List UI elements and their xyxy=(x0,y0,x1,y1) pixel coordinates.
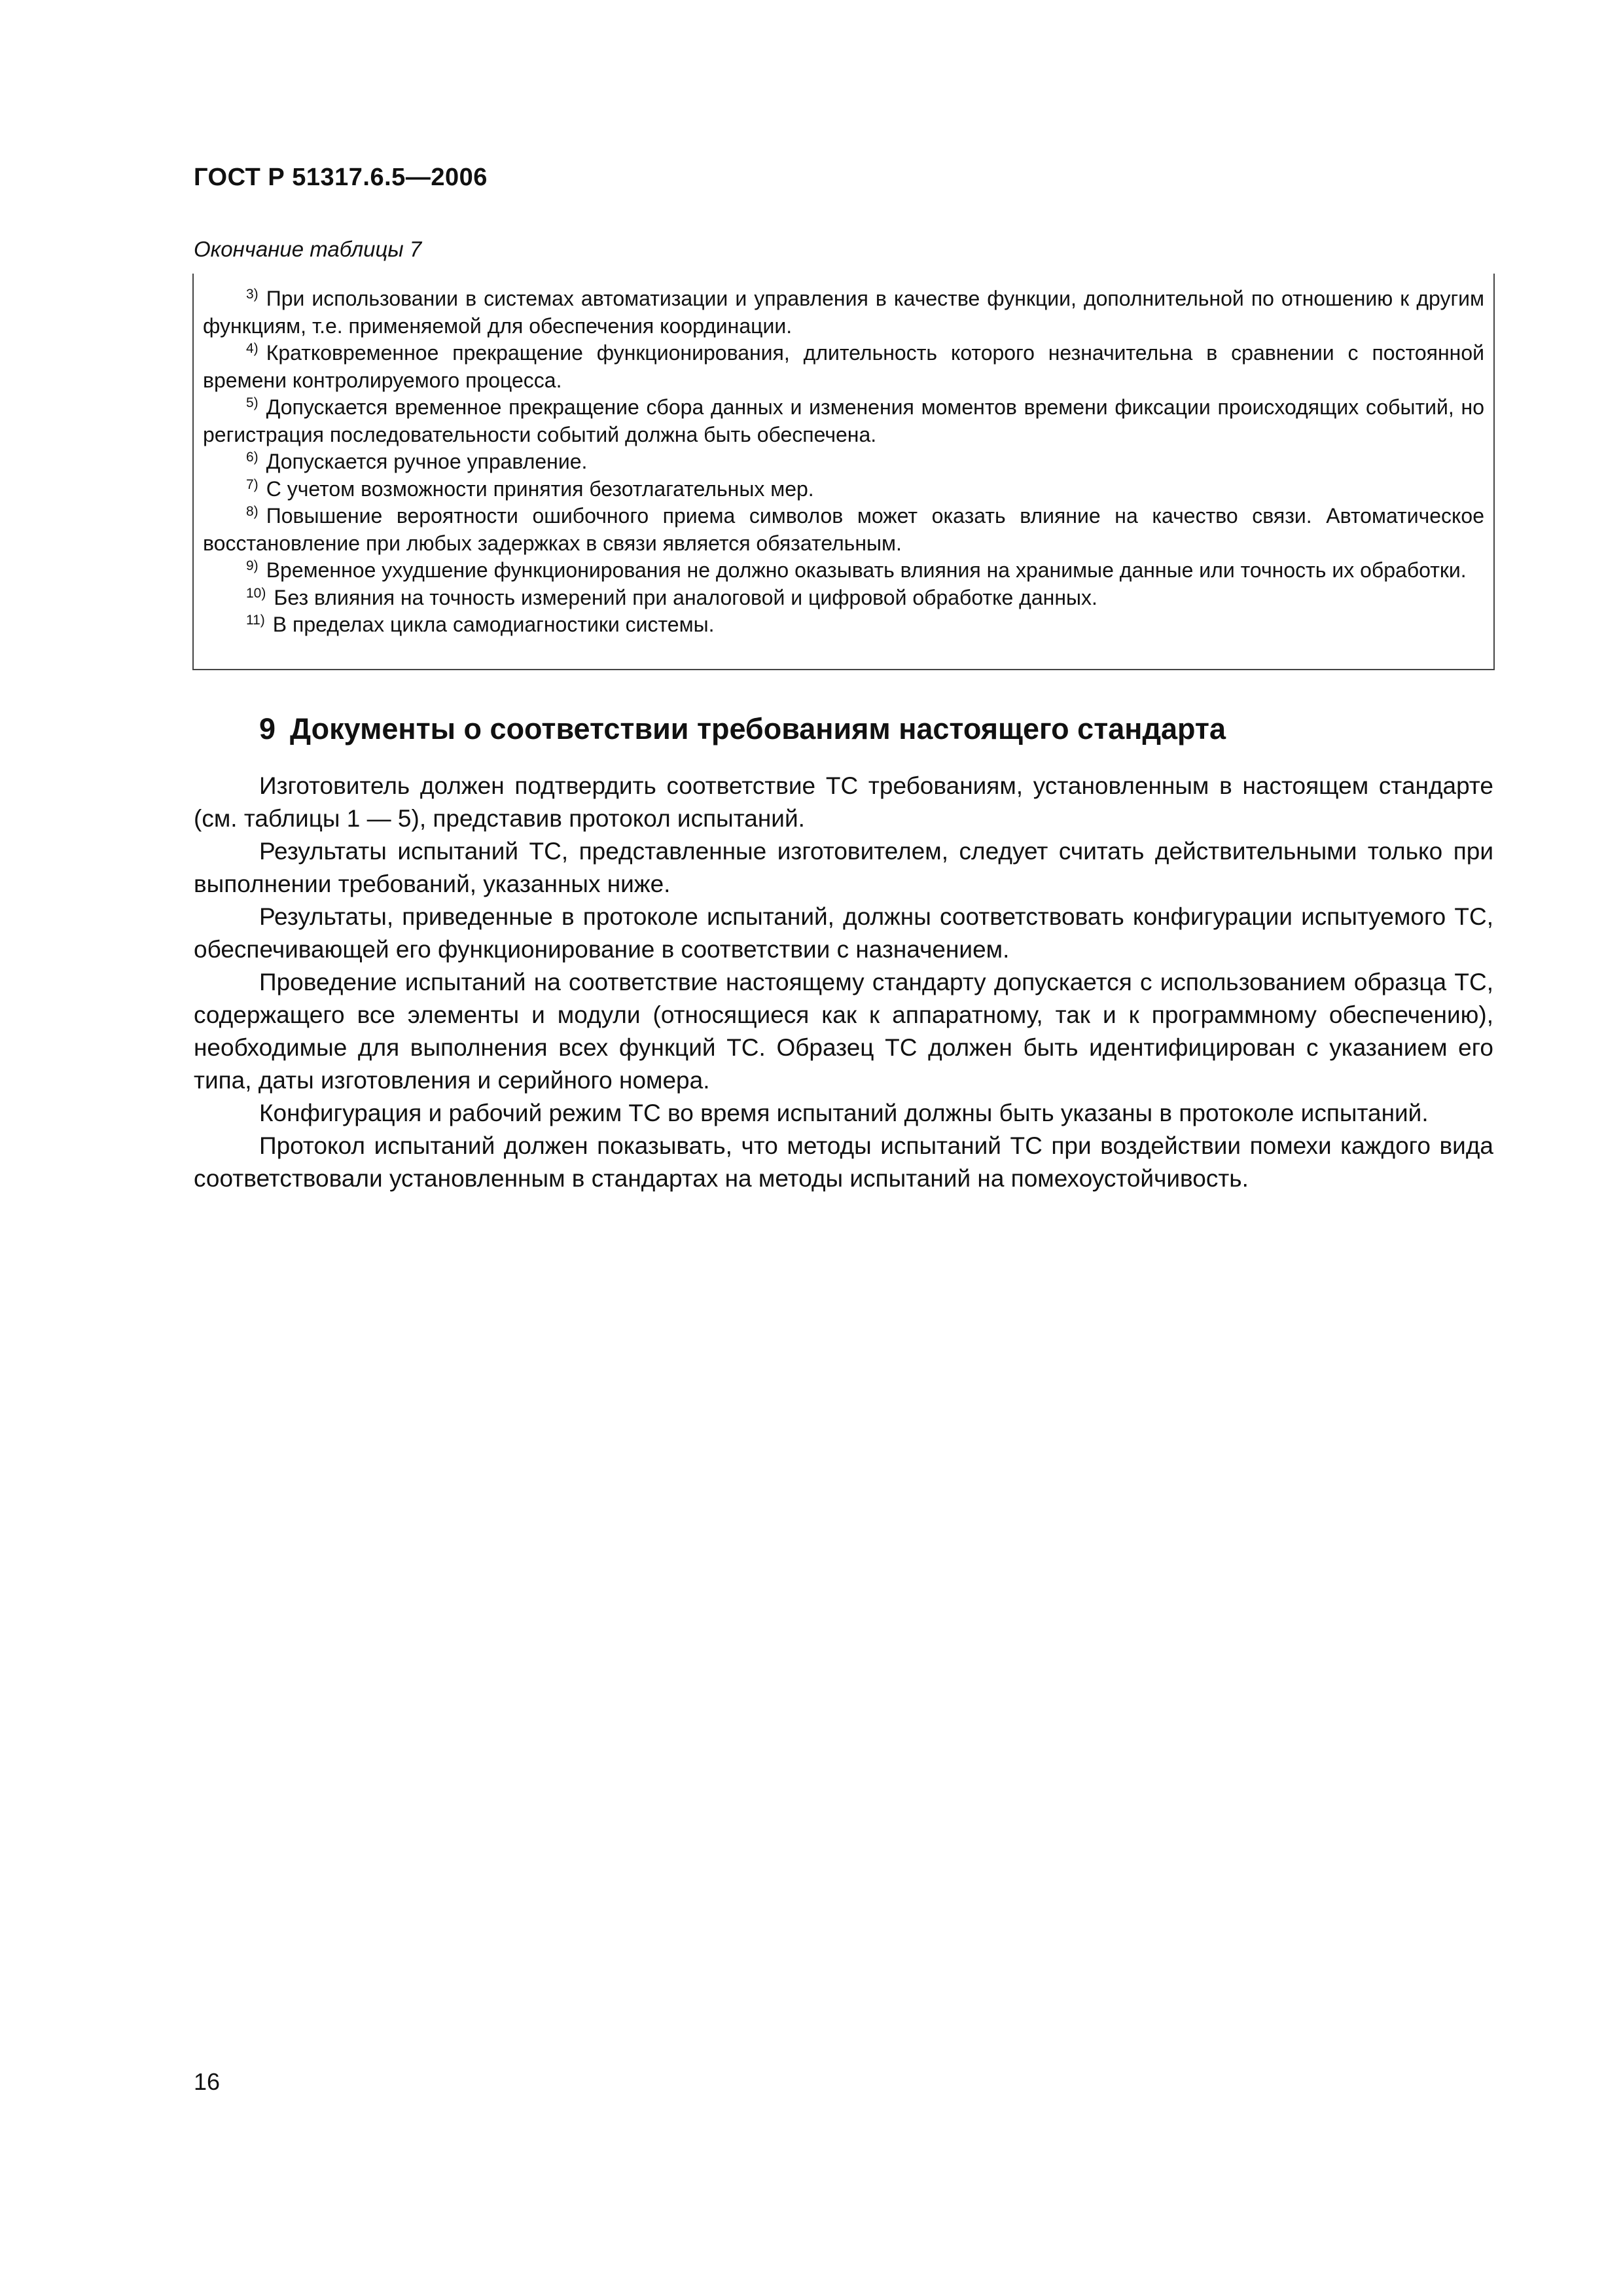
footnote-text: С учетом возможности принятия безотлагательных мер. xyxy=(266,476,814,501)
section-paragraph: Конфигурация и рабочий режим ТС во время испытаний должны быть указаны в протоколе испытаний. xyxy=(259,1100,1429,1126)
page-number: 16 xyxy=(194,2068,221,2095)
footnote-text: В пределах цикла самодиагностики системы. xyxy=(272,613,715,636)
footnote-11 xyxy=(203,611,1484,639)
section-number: 9 xyxy=(259,712,276,745)
footnote-text: Допускается ручное управление. xyxy=(266,450,588,473)
section-title-text: Документы о соответствии требованиям настоящего стандарта xyxy=(290,712,1226,745)
table-footnotes xyxy=(192,274,1495,670)
footnote-text: Допускается временное прекращение сбора данных и изменения моментов времени фиксации происходящих событий, но регистрация последовательности событий должна быть обеспечена. xyxy=(203,395,1484,446)
footnote-marker: 6) xyxy=(246,450,259,465)
footnote-text: При использовании в системах автоматизации и управления в качестве функции, дополнительной по отношению к другим функциям, т.е. применяемой для обеспечения координации. xyxy=(203,287,1484,338)
footnote-marker: 9) xyxy=(246,558,259,573)
section-paragraph: Результаты испытаний ТС, представленные изготовителем, следует считать действительными только при выполнении требований, указанных ниже. xyxy=(194,838,1493,897)
section-paragraph: Изготовитель должен подтвердить соответствие ТС требованиям, установленным в настоящем стандарте (см. таблицы 1 — 5), представив протокол испытаний. xyxy=(194,772,1493,832)
footnote-marker: 5) xyxy=(246,395,259,410)
footnote-marker: 3) xyxy=(246,287,259,302)
section-paragraph: Протокол испытаний должен показывать, что методы испытаний ТС при воздействии помехи каждого вида соответствовали установленным в стандартах на методы испытаний на помехоустойчивость. xyxy=(194,1132,1493,1192)
footnote-marker: 4) xyxy=(246,341,259,356)
footnote-marker: 7) xyxy=(246,476,259,492)
section-paragraph: Результаты, приведенные в протоколе испытаний, должны соответствовать конфигурации испытуемого ТС, обеспечивающей его функционирование в соответствии с назначением. xyxy=(194,903,1493,963)
footnote-text: Без влияния на точность измерений при аналоговой и цифровой обработке данных. xyxy=(274,585,1097,609)
footnote-7 xyxy=(203,476,1484,503)
footnote-6 xyxy=(203,448,1484,476)
footnote-3 xyxy=(203,285,1484,340)
footnote-4 xyxy=(203,340,1484,394)
footnote-8 xyxy=(203,503,1484,557)
section-heading xyxy=(259,712,1226,746)
footnote-5 xyxy=(203,394,1484,448)
footnote-10 xyxy=(203,584,1484,612)
footnote-9 xyxy=(203,557,1484,584)
footnote-marker: 8) xyxy=(246,504,259,519)
footnote-marker: 11) xyxy=(246,613,265,628)
section-body xyxy=(194,770,1493,1195)
document-header: ГОСТ Р 51317.6.5—2006 xyxy=(194,164,488,191)
footnote-marker: 10) xyxy=(246,585,266,601)
footnote-text: Повышение вероятности ошибочного приема символов может оказать влияние на качество связи. Автоматическое восстановление при любых задержках в связи является обязательным. xyxy=(203,504,1484,555)
footnote-text: Временное ухудшение функционирования не должно оказывать влияния на хранимые данные или точность их обработки. xyxy=(266,558,1467,582)
table-caption: Окончание таблицы 7 xyxy=(194,237,422,261)
footnote-text: Кратковременное прекращение функционирования, длительность которого незначительна в сравнении с постоянной времени контролируемого процесса. xyxy=(203,341,1484,392)
section-paragraph: Проведение испытаний на соответствие настоящему стандарту допускается с использованием образца ТС, содержащего все элементы и модули (относящиеся как к аппаратному, так и к программному обеспечению), необходимые для выполнения всех функций ТС. Образец ТС должен быть идентифицирован с указанием его типа, даты изготовления и серийного номера. xyxy=(194,969,1493,1094)
